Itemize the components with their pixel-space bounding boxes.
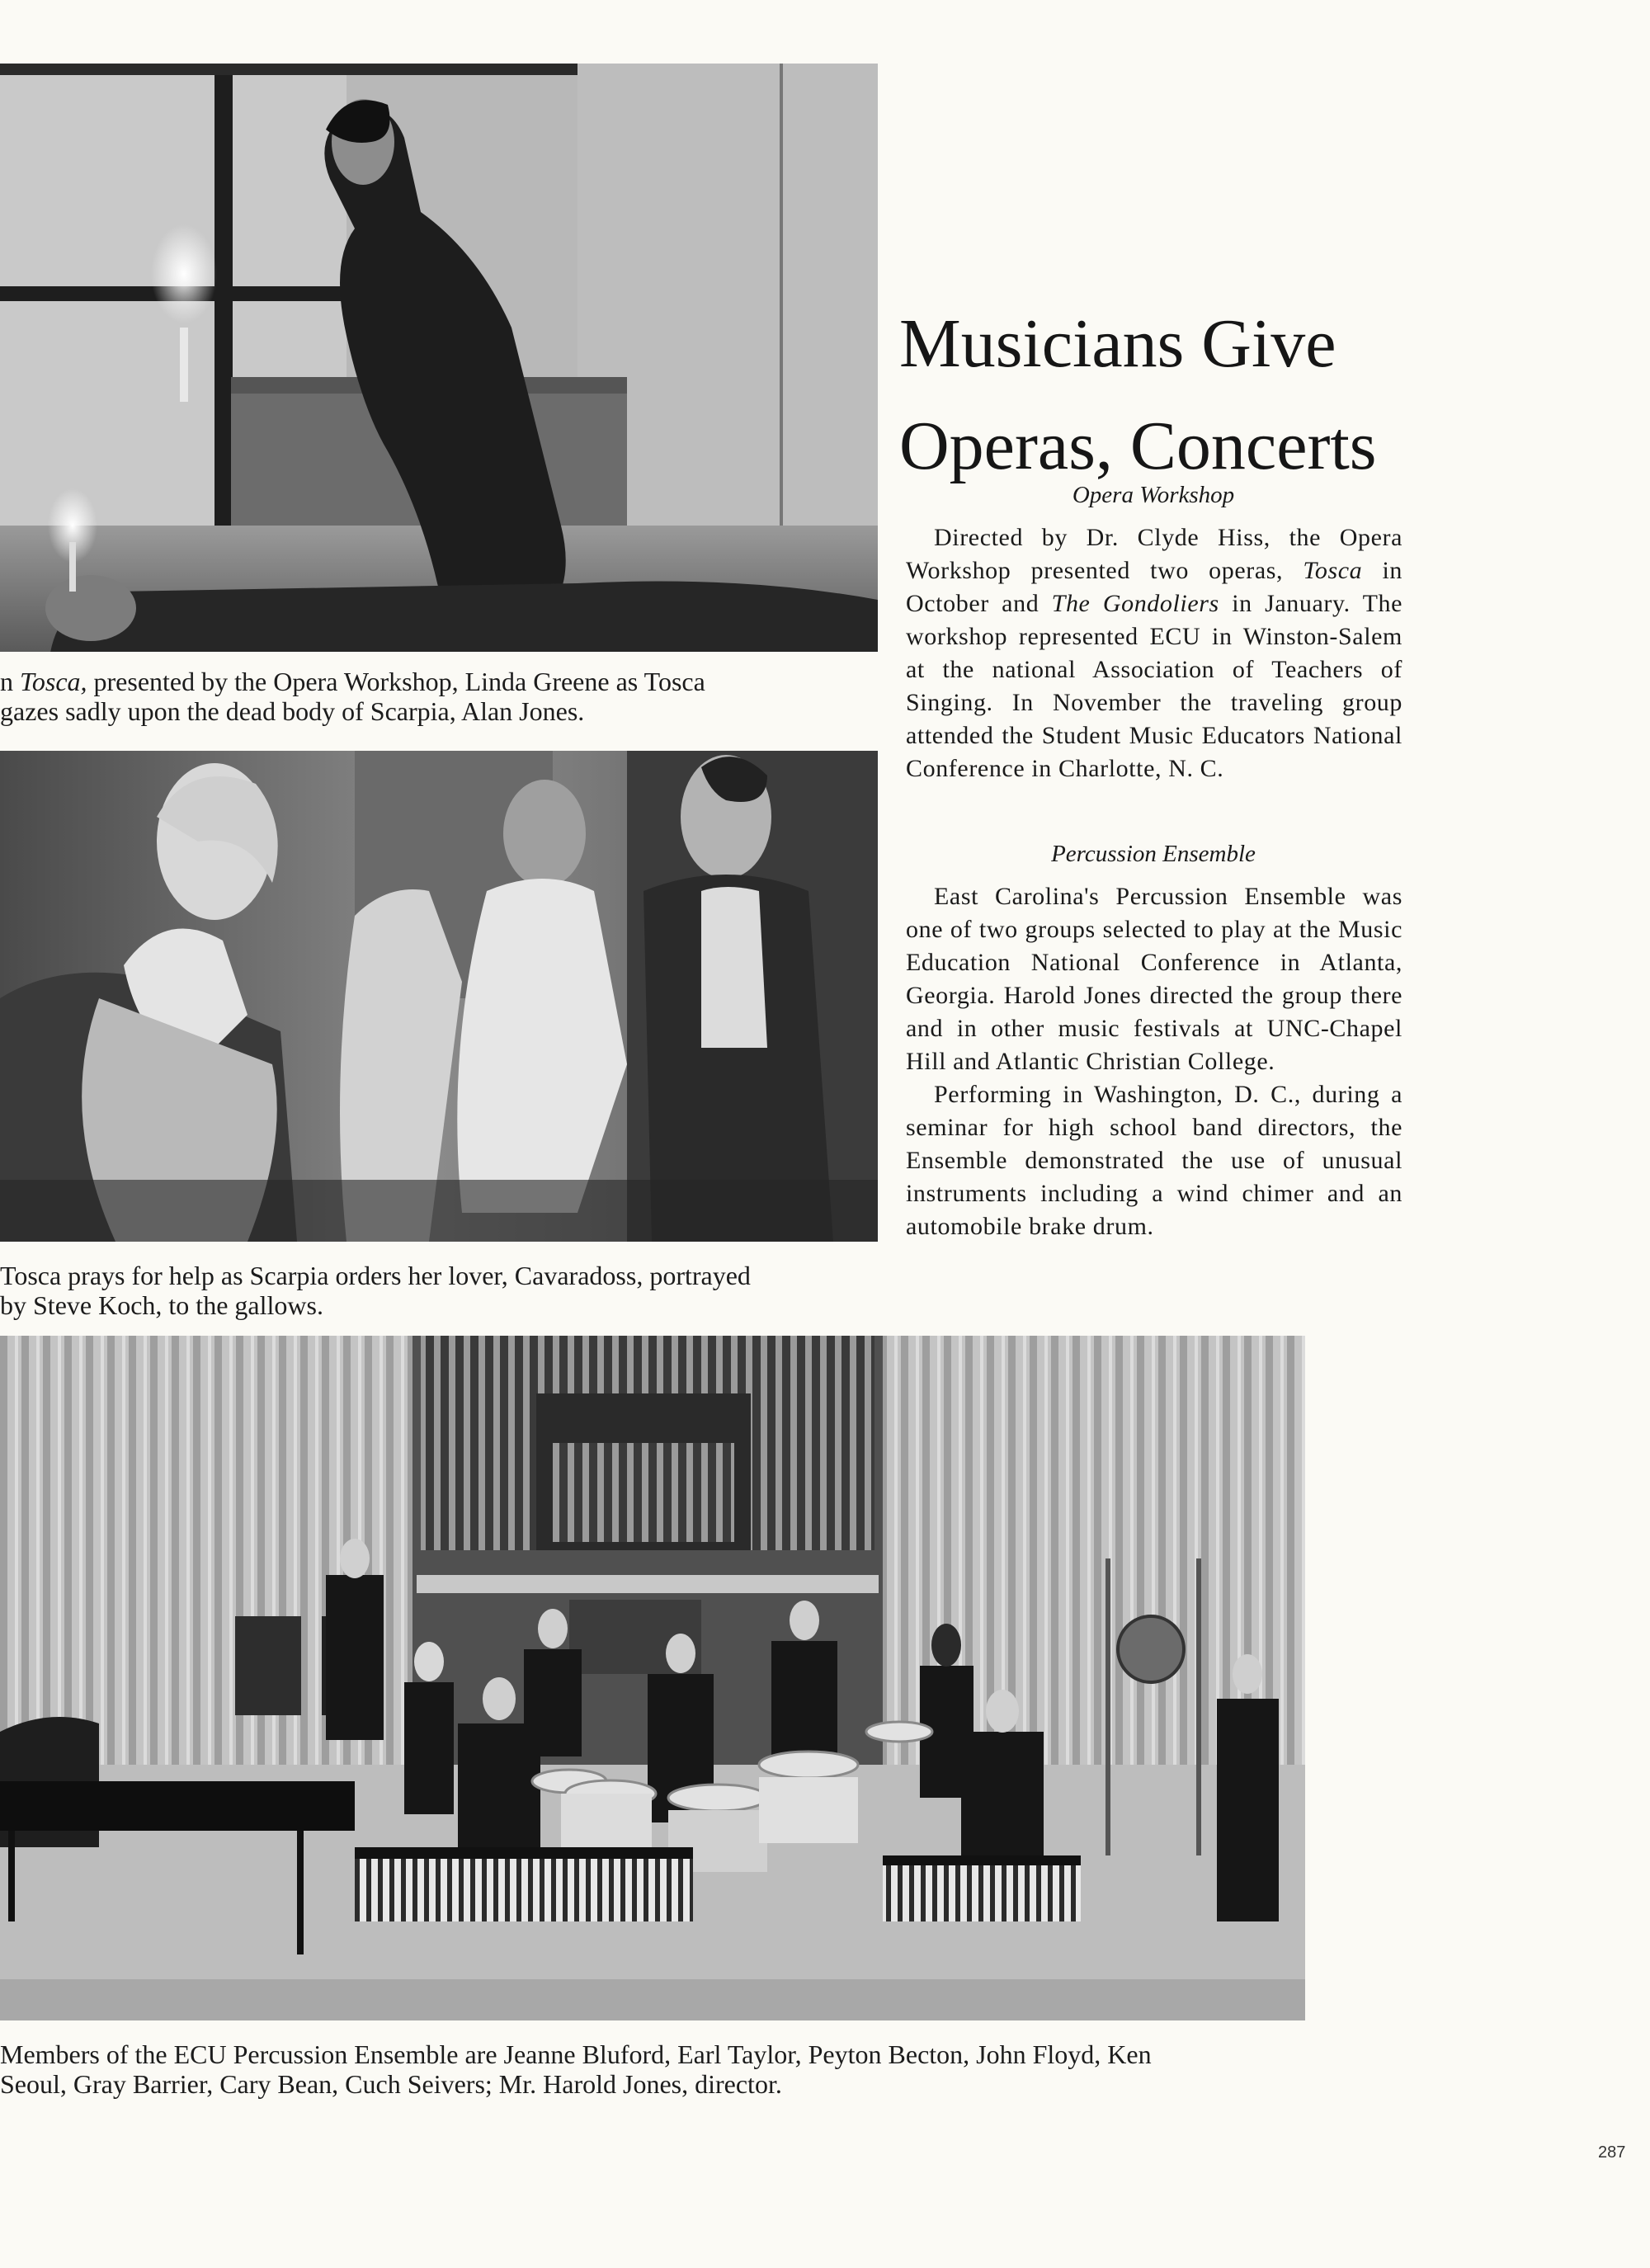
percussion-paragraph-2: Performing in Washington, D. C., during a seminar for high school band directors, the Ensemble demonstrated the use of unusual instruments including a wind chimer and an automobile brake drum. <box>906 1081 1402 1240</box>
caption-line: by Steve Koch, to the gallows. <box>0 1290 323 1320</box>
percussion-paragraph-1: East Carolina's Percussion Ensemble was one of two groups selected to play at the Music Education National Conference in Atlanta, Georgia. Harold Jones directed the group there and in other music festivals at UNC-Chapel Hill and Atlantic Christian College. <box>906 883 1402 1075</box>
headline-line-1: Musicians Give <box>899 305 1336 382</box>
opera-paragraph: Directed by Dr. Clyde Hiss, the Opera Workshop presented two operas, Tosca in October and The Gondoliers in January. The workshop represented ECU in Winston-Salem at the national Association of Teachers of Singing. In November the traveling group attended the Student Music Educators National Conference in Charlotte, N. C. <box>906 524 1403 782</box>
photo1-caption <box>0 667 874 726</box>
caption-line: Seoul, Gray Barrier, Cary Bean, Cuch Seivers; Mr. Harold Jones, director. <box>0 2069 782 2099</box>
caption-line: n Tosca, presented by the Opera Workshop, Linda Greene as Tosca <box>0 667 705 696</box>
caption-line: gazes sadly upon the dead body of Scarpia, Alan Jones. <box>0 696 585 726</box>
photo2-caption <box>0 1261 878 1320</box>
caption-line: Tosca prays for help as Scarpia orders her lover, Cavaradoss, portrayed <box>0 1261 751 1290</box>
photo-tosca-prays <box>0 751 878 1242</box>
photo-percussion-ensemble <box>0 1336 1305 2020</box>
subhead-percussion-ensemble: Percussion Ensemble <box>1051 841 1256 867</box>
caption-line: Members of the ECU Percussion Ensemble are Jeanne Bluford, Earl Taylor, Peyton Becton, John Floyd, Ken <box>0 2039 1152 2069</box>
article-headline <box>899 293 1427 497</box>
photo3-caption <box>0 2039 1305 2099</box>
percussion-ensemble-body <box>906 880 1402 1243</box>
subhead-opera-workshop: Opera Workshop <box>1072 482 1235 508</box>
headline-line-2: Operas, Concerts <box>899 408 1377 484</box>
page-number: 287 <box>1598 2143 1626 2162</box>
opera-workshop-body <box>906 521 1402 785</box>
photo-tosca-candle-scene <box>0 64 878 652</box>
